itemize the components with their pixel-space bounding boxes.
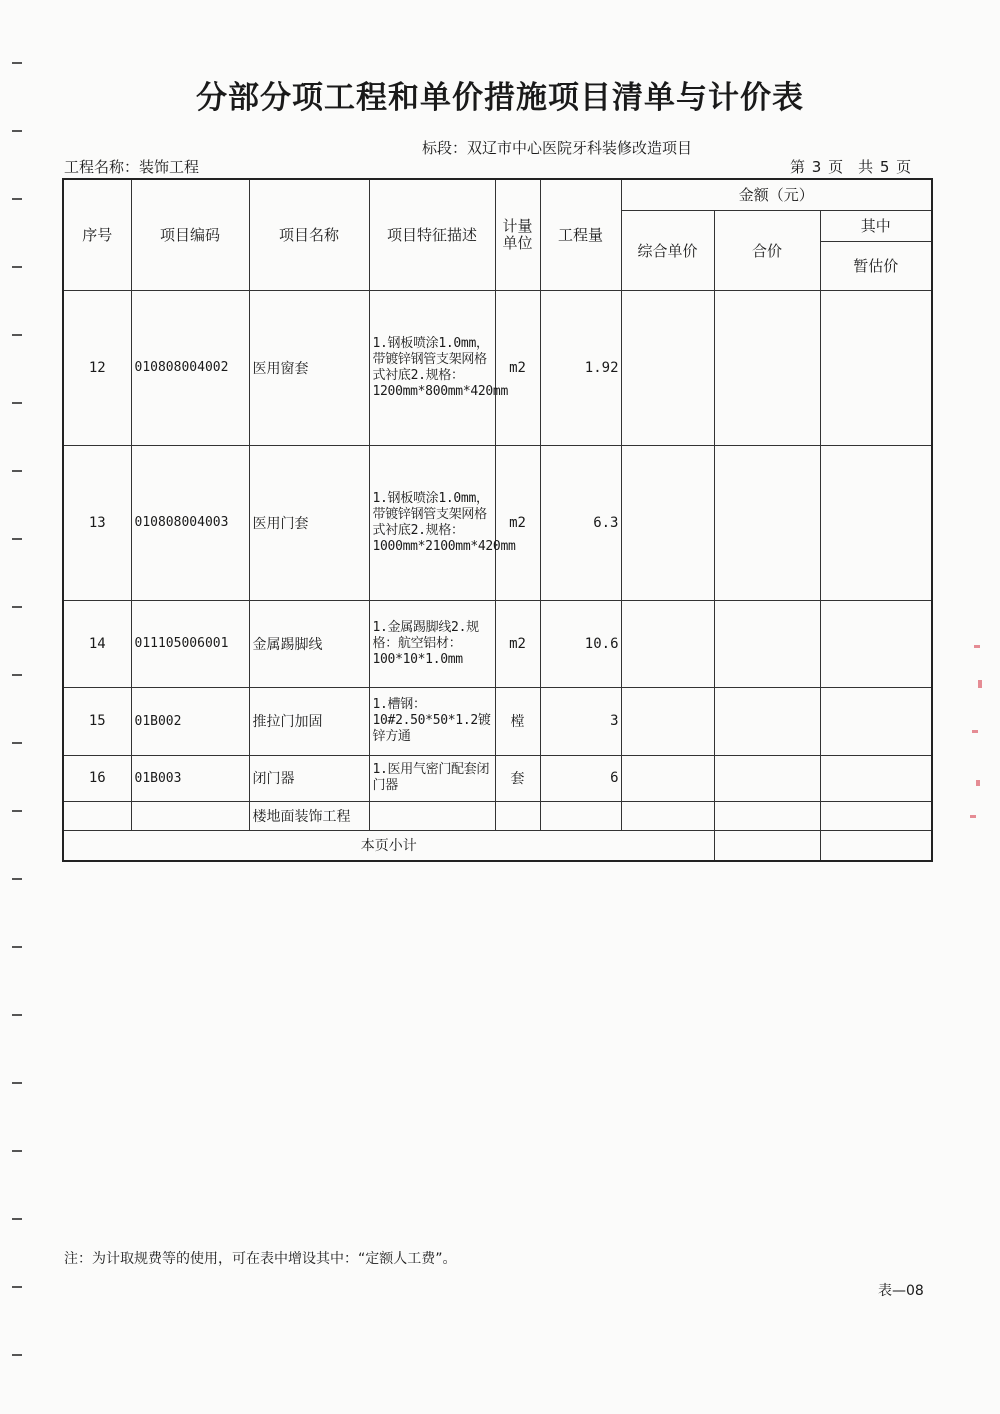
row-qty: 10.6 xyxy=(540,600,621,687)
header-seq: 序号 xyxy=(63,179,131,290)
bill-table xyxy=(62,178,933,862)
header-code: 项目编码 xyxy=(131,179,249,290)
header-name: 项目名称 xyxy=(249,179,369,290)
row-unit-price xyxy=(621,445,714,600)
row-desc: 1.钢板喷涂1.0mm，带镀锌钢管支架网格式衬底2.规格：1000mm*2100mm*420mm xyxy=(369,445,495,600)
binding-marks xyxy=(12,0,24,1414)
table-row xyxy=(63,600,932,687)
header-of-which: 其中 xyxy=(820,210,932,241)
partial-seal-stamp xyxy=(968,640,988,830)
page-title: 分部分项工程和单价措施项目清单与计价表 xyxy=(196,80,804,116)
header-unit-text: 计量单位 xyxy=(502,216,533,252)
row-code: 01B002 xyxy=(131,687,249,755)
group-row xyxy=(63,801,932,830)
row-provisional xyxy=(820,687,932,755)
row-code: 011105006001 xyxy=(131,600,249,687)
row-qty: 6 xyxy=(540,755,621,801)
row-unit: m2 xyxy=(495,290,540,445)
project-name: 工程名称：装饰工程 xyxy=(64,158,200,176)
row-unit-price xyxy=(621,600,714,687)
header-amount: 金额（元） xyxy=(621,179,932,210)
row-name: 推拉门加固 xyxy=(249,687,369,755)
row-seq: 13 xyxy=(63,445,131,600)
group-name: 楼地面装饰工程 xyxy=(249,801,369,830)
row-provisional xyxy=(820,290,932,445)
row-desc: 1.槽钢：10#2.50*50*1.2镀锌方通 xyxy=(369,687,495,755)
form-number: 表—08 xyxy=(878,1283,924,1299)
row-name: 闭门器 xyxy=(249,755,369,801)
row-unit: m2 xyxy=(495,445,540,600)
row-qty: 3 xyxy=(540,687,621,755)
row-code: 010808004002 xyxy=(131,290,249,445)
row-code: 01B003 xyxy=(131,755,249,801)
header-unit xyxy=(495,179,540,290)
row-unit-price xyxy=(621,687,714,755)
row-unit: 套 xyxy=(495,755,540,801)
subtotal-total xyxy=(714,830,820,861)
page-info: 第 3 页 共 5 页 xyxy=(790,158,912,176)
row-total xyxy=(714,755,820,801)
group-code xyxy=(131,801,249,830)
row-desc: 1.医用气密门配套闭门器 xyxy=(369,755,495,801)
table-row xyxy=(63,755,932,801)
table-row xyxy=(63,290,932,445)
subtotal-label: 本页小计 xyxy=(63,830,714,861)
row-provisional xyxy=(820,445,932,600)
row-seq: 16 xyxy=(63,755,131,801)
footnote: 注：为计取规费等的使用，可在表中增设其中：“定额人工费”。 xyxy=(64,1251,457,1267)
row-unit: m2 xyxy=(495,600,540,687)
table-row xyxy=(63,687,932,755)
row-seq: 12 xyxy=(63,290,131,445)
header-desc: 项目特征描述 xyxy=(369,179,495,290)
row-code: 010808004003 xyxy=(131,445,249,600)
row-seq: 15 xyxy=(63,687,131,755)
subtotal-row xyxy=(63,830,932,861)
row-unit-price xyxy=(621,755,714,801)
row-desc: 1.钢板喷涂1.0mm，带镀锌钢管支架网格式衬底2.规格：1200mm*800mm*420mm xyxy=(369,290,495,445)
group-seq xyxy=(63,801,131,830)
row-name: 医用门套 xyxy=(249,445,369,600)
subtotal-provisional xyxy=(820,830,932,861)
row-total xyxy=(714,445,820,600)
row-seq: 14 xyxy=(63,600,131,687)
header-unit-price: 综合单价 xyxy=(621,210,714,290)
row-qty: 1.92 xyxy=(540,290,621,445)
row-total xyxy=(714,290,820,445)
row-unit-price xyxy=(621,290,714,445)
row-name: 医用窗套 xyxy=(249,290,369,445)
row-desc: 1.金属踢脚线2.规格：航空铝材：100*10*1.0mm xyxy=(369,600,495,687)
row-unit: 樘 xyxy=(495,687,540,755)
row-provisional xyxy=(820,600,932,687)
row-total xyxy=(714,687,820,755)
header-qty: 工程量 xyxy=(540,179,621,290)
row-qty: 6.3 xyxy=(540,445,621,600)
row-total xyxy=(714,600,820,687)
header-total: 合价 xyxy=(714,210,820,290)
header-provisional: 暂估价 xyxy=(820,241,932,290)
section-label: 标段：双辽市中心医院牙科装修改造项目 xyxy=(422,139,693,157)
row-provisional xyxy=(820,755,932,801)
row-name: 金属踢脚线 xyxy=(249,600,369,687)
table-row xyxy=(63,445,932,600)
